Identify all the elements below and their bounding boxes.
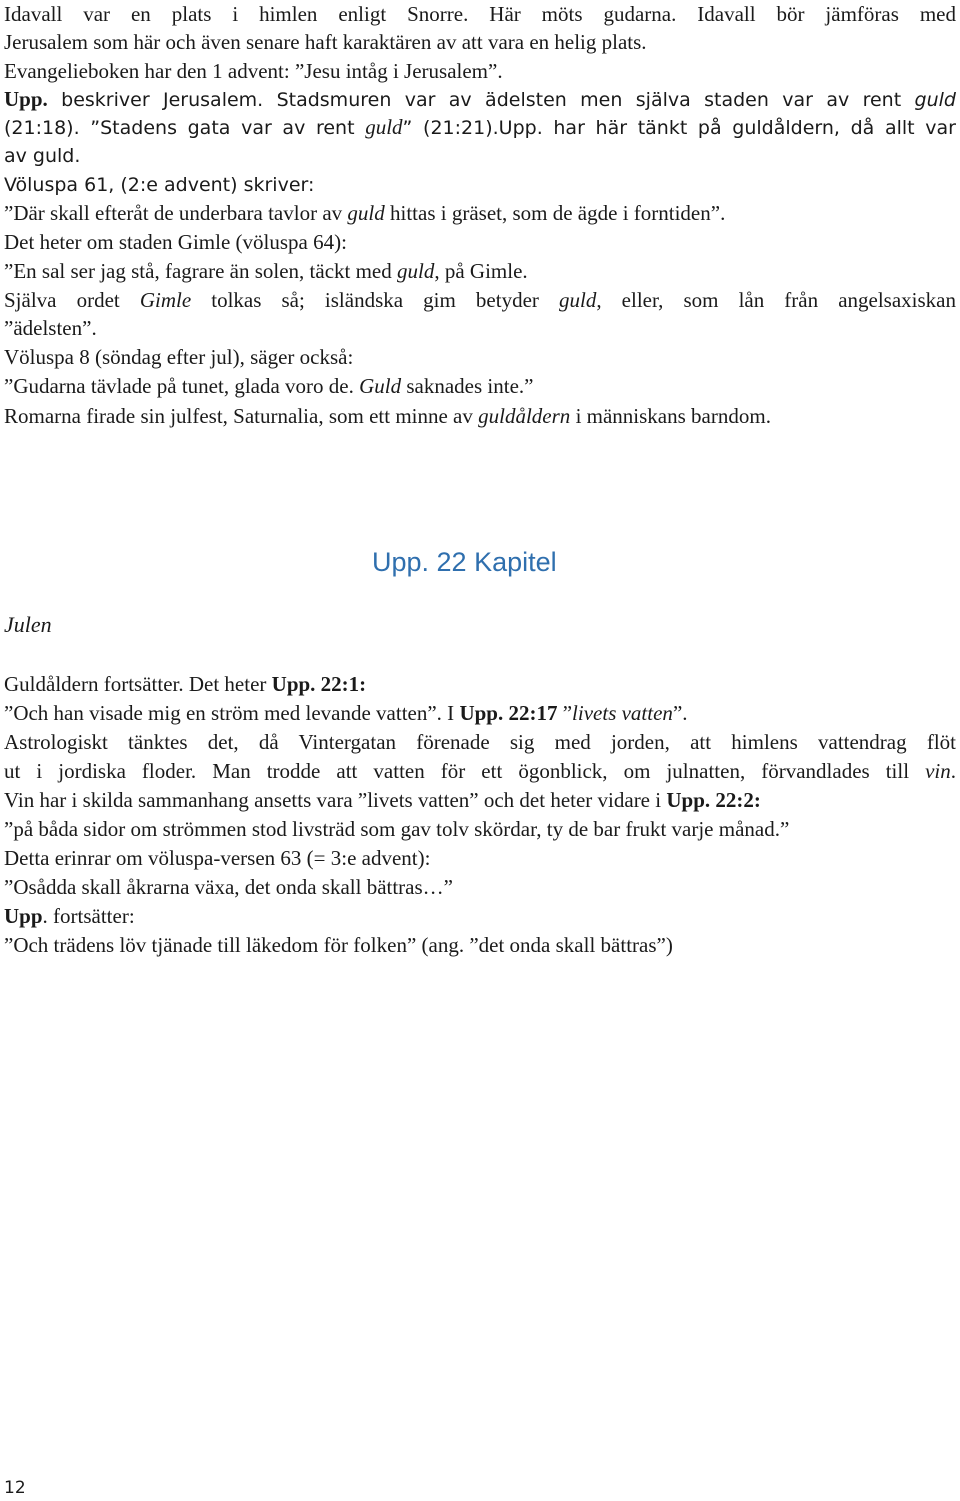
text-line bbox=[4, 728, 956, 756]
emphasis-guld: guld bbox=[347, 201, 385, 225]
text-span: Vin har i skilda sammanhang ansetts vara ”livets vatten” och det heter vidare i bbox=[4, 788, 667, 812]
text-span: ”En sal ser jag stå, fagrare än solen, täckt med bbox=[4, 259, 398, 283]
emphasis-guld: guld bbox=[914, 89, 956, 111]
upp-reference: Upp. bbox=[4, 87, 48, 111]
text-span: Det heter om staden Gimle (völuspa 64): bbox=[4, 230, 347, 254]
text-line bbox=[4, 57, 503, 85]
text-span: Romarna firade sin julfest, Saturnalia, som ett minne av bbox=[4, 404, 479, 428]
text-span: Idavall var en plats i himlen enligt Snorre. Här möts gudarna. Idavall bör jämföras med bbox=[4, 2, 956, 26]
text-line bbox=[4, 314, 97, 342]
emphasis-guld: guld bbox=[397, 259, 435, 283]
text-span: Jerusalem som här och även senare haft karaktären av att vara en helig plats. bbox=[4, 30, 647, 54]
chapter-heading: Upp. 22 Kapitel bbox=[372, 547, 557, 577]
text-line bbox=[4, 699, 688, 727]
text-span: ”ädelsten”. bbox=[4, 316, 97, 340]
text-span: Guldåldern fortsätter. Det heter bbox=[4, 672, 272, 696]
text-line bbox=[4, 228, 347, 256]
text-span: , eller, som lån från angelsaxiskan bbox=[596, 288, 957, 312]
text-line bbox=[4, 85, 956, 114]
text-line bbox=[4, 343, 353, 371]
text-span: i människans barndom. bbox=[570, 404, 771, 428]
text-span: beskriver Jerusalem. Stadsmuren var av ädelsten men själva staden var av rent bbox=[47, 89, 915, 111]
text-span: ”på båda sidor om strömmen stod livsträd som gav tolv skördar, ty de bar frukt varje månad.” bbox=[4, 817, 790, 841]
emphasis-gimle: Gimle bbox=[139, 288, 192, 312]
text-line bbox=[4, 670, 366, 698]
text-line bbox=[4, 0, 956, 28]
text-span: ”Och trädens löv tjänade till läkedom för folken” (ang. ”det onda skall bättras”) bbox=[4, 933, 673, 957]
text-line bbox=[4, 28, 647, 56]
text-span: hittas i gräset, som de ägde i forntiden”. bbox=[384, 201, 726, 225]
upp-reference: Upp. 22:1: bbox=[271, 672, 367, 696]
text-line bbox=[4, 815, 789, 843]
text-span: Völuspa 61, (2:e advent) skriver: bbox=[4, 174, 315, 196]
text-span: ut i jordiska floder. Man trodde att vatten för ett ögonblick, om julnatten, förvandlades till bbox=[4, 759, 926, 783]
text-span: ”Och han visade mig en ström med levande vatten”. I bbox=[4, 701, 460, 725]
page-number: 12 bbox=[4, 1478, 26, 1498]
text-line bbox=[4, 372, 533, 400]
text-line bbox=[4, 786, 761, 814]
text-span: ” bbox=[557, 701, 573, 725]
text-span: . bbox=[950, 759, 956, 783]
text-line bbox=[4, 286, 956, 314]
emphasis-guld: Guld bbox=[359, 374, 402, 398]
section-title: Julen bbox=[4, 612, 52, 637]
text-span: ”Gudarna tävlade på tunet, glada voro de. bbox=[4, 374, 360, 398]
text-span: Själva ordet bbox=[4, 288, 140, 312]
upp-reference: Upp. 22:2: bbox=[666, 788, 761, 812]
text-span: , på Gimle. bbox=[434, 259, 528, 283]
text-span: ”Osådda skall åkrarna växa, det onda skall bättras…” bbox=[4, 875, 453, 899]
emphasis-guld: guld bbox=[365, 115, 403, 139]
text-line bbox=[4, 757, 956, 785]
text-line bbox=[4, 931, 673, 959]
text-span: Detta erinrar om völuspa-versen 63 (= 3:e advent): bbox=[4, 846, 431, 870]
text-line bbox=[4, 257, 528, 285]
text-span: av guld. bbox=[4, 145, 81, 167]
text-line bbox=[4, 402, 771, 430]
text-span: ” (21:21).Upp. har här tänkt på guldåldern, då allt var bbox=[402, 117, 956, 139]
text-span: Völuspa 8 (söndag efter jul), säger också: bbox=[4, 345, 354, 369]
text-line bbox=[4, 902, 135, 930]
text-line bbox=[4, 844, 430, 872]
emphasis-livets-vatten: livets vatten bbox=[572, 701, 673, 725]
text-line bbox=[4, 873, 453, 901]
text-span: Evangelieboken har den 1 advent: ”Jesu intåg i Jerusalem”. bbox=[4, 59, 503, 83]
text-span: Astrologiskt tänktes det, då Vintergatan förenade sig med jorden, att himlens vattendrag flöt bbox=[4, 730, 956, 754]
text-line bbox=[4, 142, 80, 170]
upp-reference: Upp. 22:17 bbox=[459, 701, 558, 725]
text-line bbox=[4, 113, 956, 142]
text-span: (21:18). ”Stadens gata var av rent bbox=[4, 117, 366, 139]
emphasis-vin: vin bbox=[925, 759, 951, 783]
text-span: ”Där skall efteråt de underbara tavlor av bbox=[4, 201, 348, 225]
text-span: ”. bbox=[672, 701, 688, 725]
emphasis-guldaldern: guldåldern bbox=[478, 404, 571, 428]
text-span: saknades inte.” bbox=[401, 374, 534, 398]
text-span: . fortsätter: bbox=[42, 904, 135, 928]
text-line bbox=[4, 199, 725, 227]
text-line bbox=[4, 171, 314, 199]
emphasis-guld: guld bbox=[558, 288, 597, 312]
upp-reference: Upp bbox=[4, 904, 43, 928]
text-span: tolkas så; isländska gim betyder bbox=[191, 288, 559, 312]
